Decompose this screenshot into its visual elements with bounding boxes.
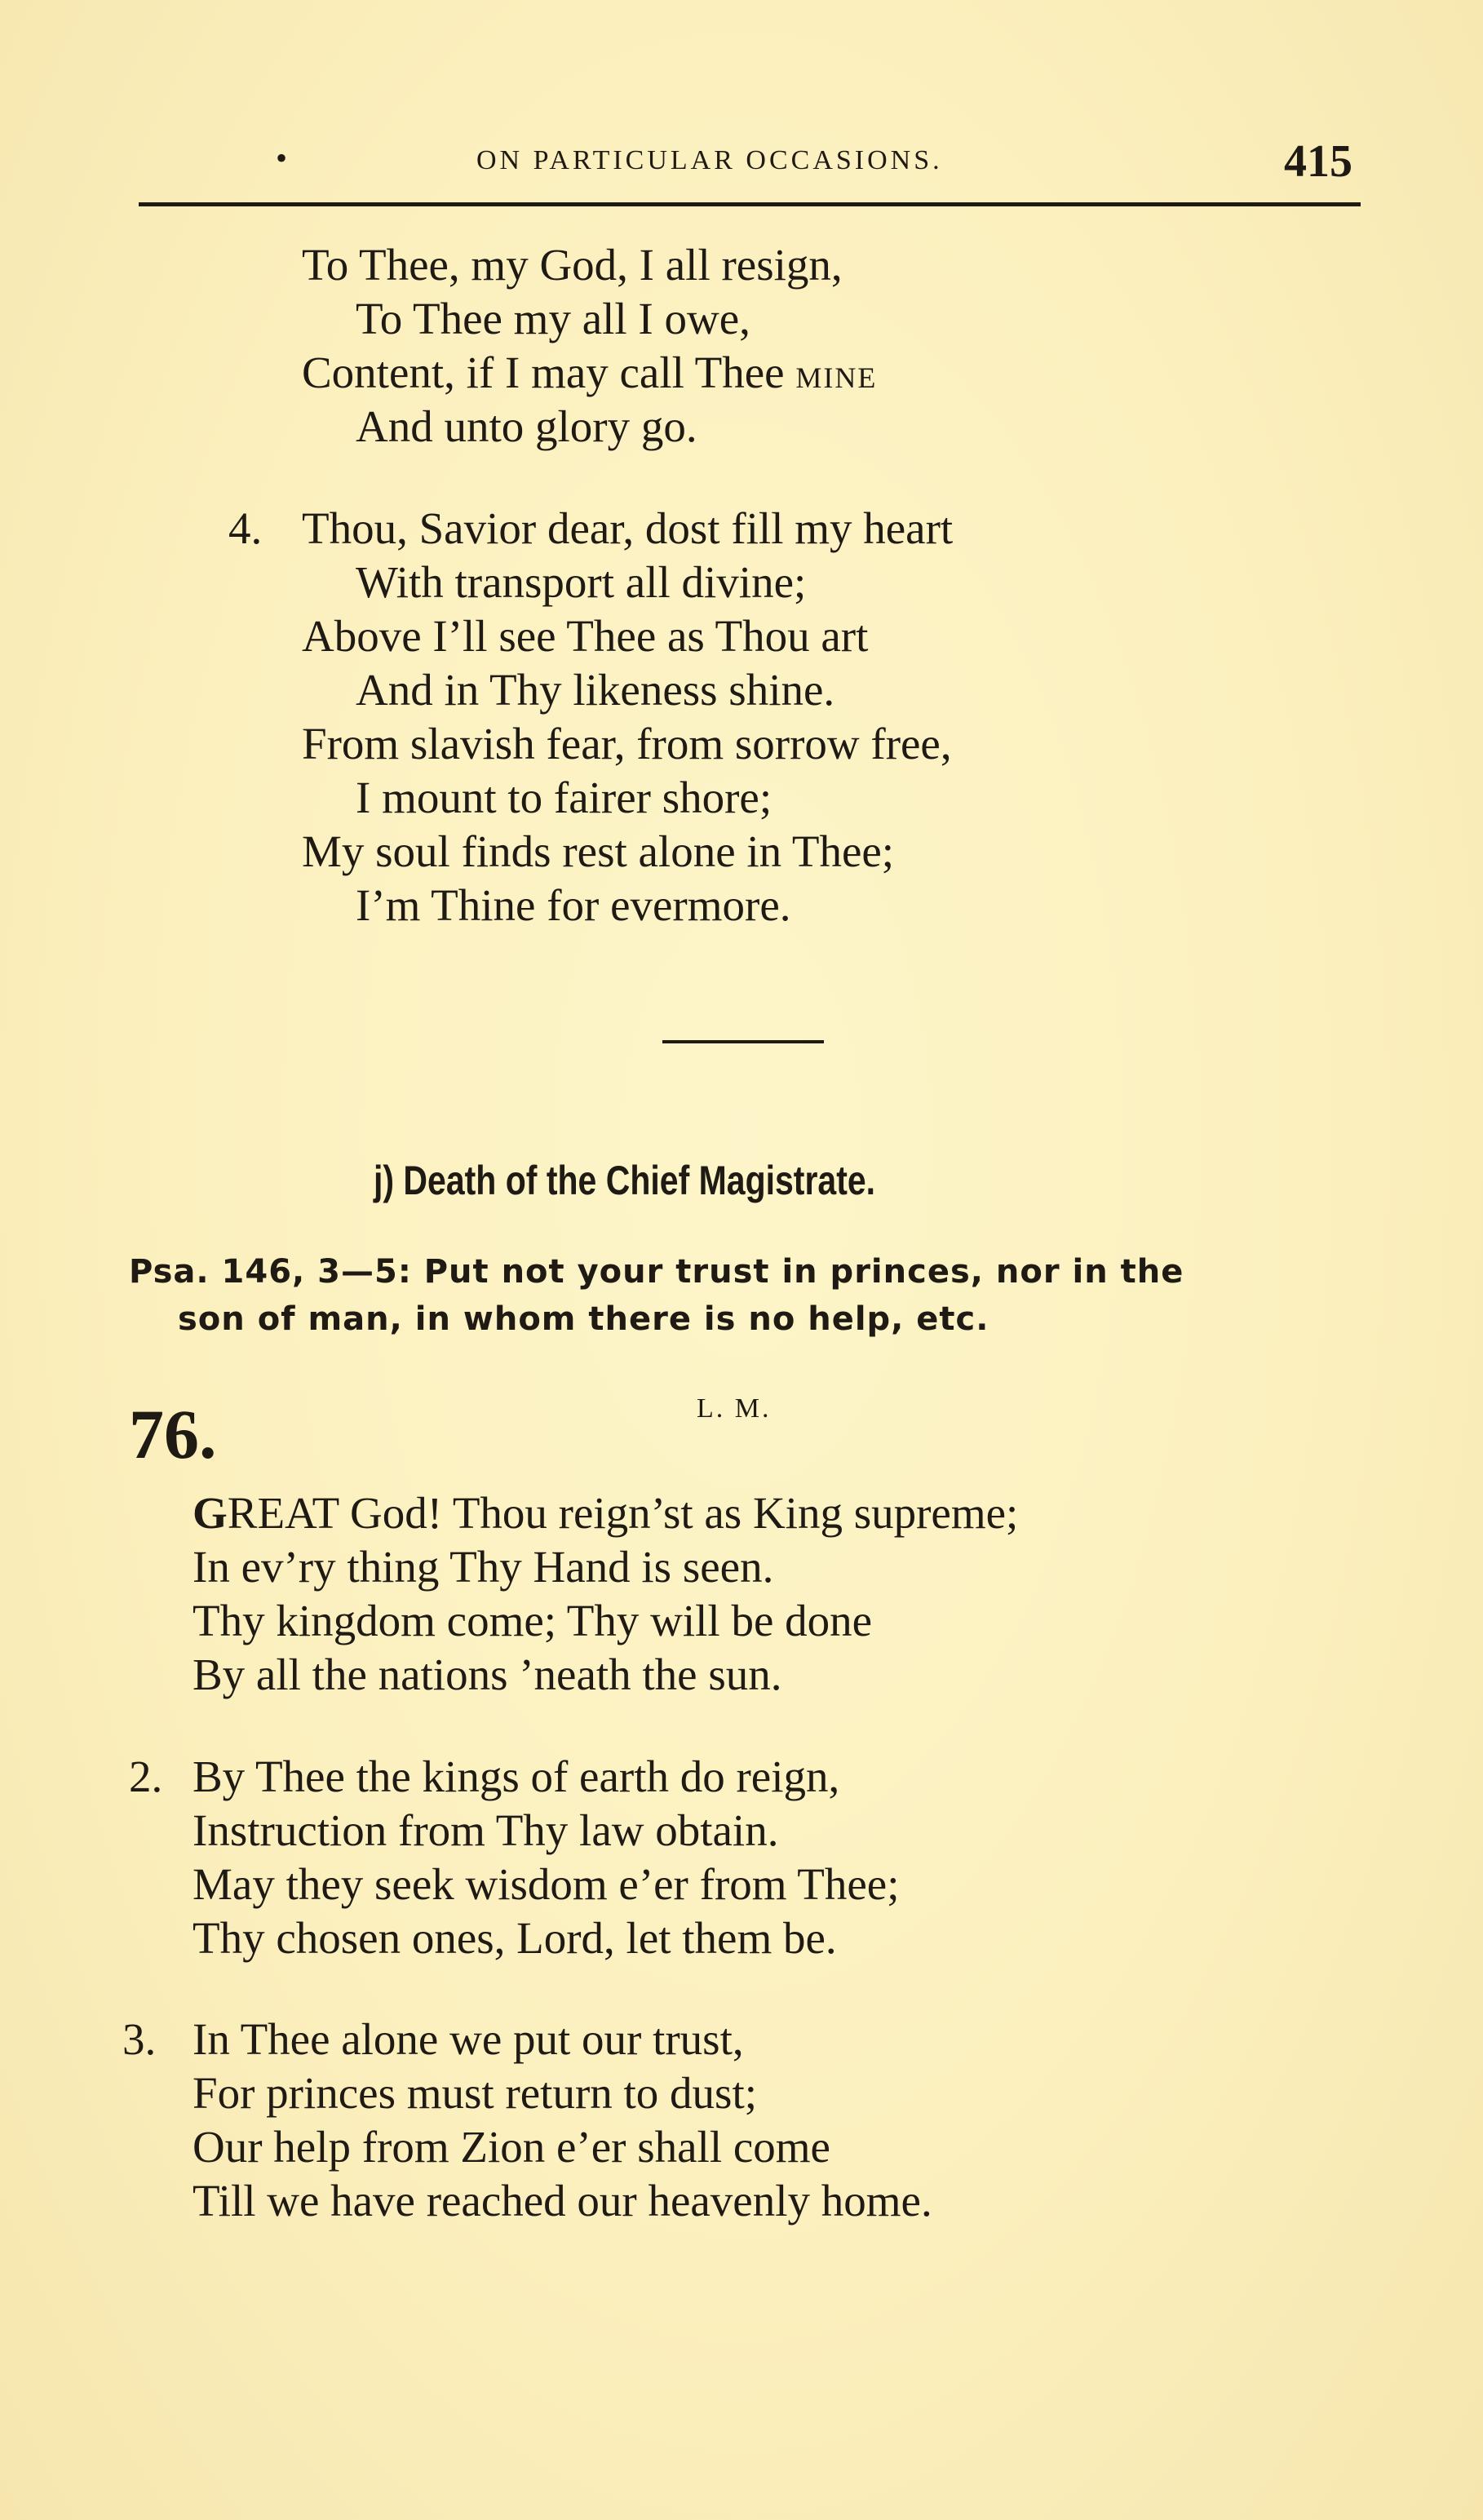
verse-line: To Thee my all I owe, (356, 294, 750, 343)
small-caps-word: MINE (795, 361, 878, 394)
section-heading: j) Death of the Chief Magistrate. (374, 1158, 876, 1203)
verse-line: With transport all divine; (356, 557, 807, 607)
verse-line: Thy kingdom come; Thy will be done (193, 1596, 873, 1645)
verse-line: I’m Thine for evermore. (356, 880, 791, 930)
verse-line: Thou, Savior dear, dost fill my heart (302, 503, 954, 553)
verse-line: To Thee, my God, I all resign, (302, 240, 843, 290)
verse-line (193, 1486, 1018, 1540)
scripture-reference-cont: son of man, in whom there is no help, etc. (178, 1300, 989, 1338)
verse-line: For princes must return to dust; (193, 2068, 758, 2118)
stanza-number: 2. (129, 1752, 163, 1801)
header-rule (139, 202, 1361, 211)
section-divider (662, 1040, 824, 1043)
verse-line: My soul finds rest alone in Thee; (302, 826, 895, 876)
verse-line: Thy chosen ones, Lord, let them be. (193, 1913, 837, 1963)
verse-line: And unto glory go. (356, 401, 697, 451)
stanza-number: 4. (228, 503, 263, 553)
hymn-meter: L. M. (697, 1393, 772, 1424)
stanza-number: 3. (122, 2014, 157, 2064)
verse-line: I mount to fairer shore; (356, 773, 772, 822)
verse-line: In Thee alone we put our trust, (193, 2014, 744, 2064)
verse-line: Instruction from Thy law obtain. (193, 1805, 779, 1855)
verse-text: Content, if I may call Thee (302, 348, 796, 397)
verse-line: In ev’ry thing Thy Hand is seen. (193, 1542, 774, 1592)
verse-line: By all the nations ’neath the sun. (193, 1650, 782, 1699)
header-bullet: • (276, 140, 288, 176)
hymn-number: 76. (129, 1395, 217, 1473)
scripture-reference: Psa. 146, 3—5: Put not your trust in princes, nor in the (129, 1253, 1184, 1291)
page-number: 415 (1284, 136, 1352, 187)
verse-line: Above I’ll see Thee as Thou art (302, 611, 869, 661)
verse-line: Till we have reached our heavenly home. (193, 2176, 932, 2225)
verse-line: From slavish fear, from sorrow free, (302, 719, 952, 768)
running-header: ON PARTICULAR OCCASIONS. (476, 145, 943, 175)
verse-line: May they seek wisdom e’er from Thee; (193, 1859, 900, 1909)
verse-line: Our help from Zion e’er shall come (193, 2122, 830, 2172)
verse-text: REAT God! Thou reign’st as King supreme; (227, 1488, 1019, 1538)
verse-line: And in Thy likeness shine. (356, 665, 835, 715)
drop-cap: G (193, 1488, 228, 1538)
verse-line (302, 346, 877, 405)
verse-line: By Thee the kings of earth do reign, (193, 1752, 840, 1801)
